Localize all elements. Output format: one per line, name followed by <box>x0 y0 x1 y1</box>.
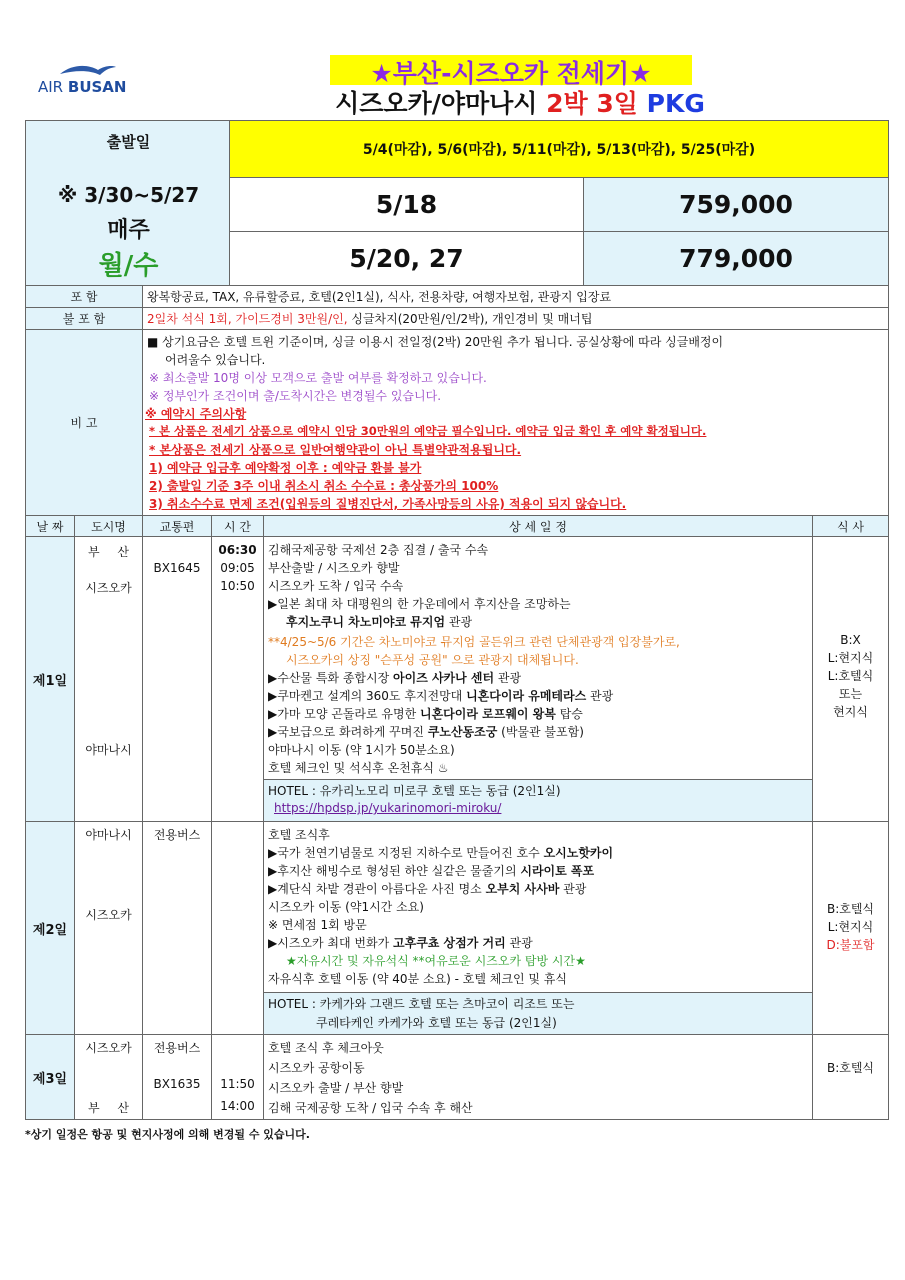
remark-line: ※ 최소출발 10명 이상 모객으로 출발 여부를 확정하고 있습니다. <box>149 371 487 385</box>
header-city: 도시명 <box>74 515 143 537</box>
remark-line: 1) 예약금 입금후 예약확정 이후 : 예약금 환불 불가 <box>149 461 422 475</box>
day2-label-cell <box>25 821 75 1035</box>
remark-line: * 본상품은 전세기 상품으로 일반여행약관이 아닌 특별약관적용됩니다. <box>149 443 522 457</box>
schedule-highlight: 고후쿠쵸 상점가 거리 <box>393 936 506 950</box>
meal: L:호텔식 <box>827 669 874 683</box>
schedule-line: 김해국제공항 국제선 2층 집결 / 출국 수속 <box>268 543 489 557</box>
subtitle-region: 시즈오카/야마나시 <box>335 89 538 118</box>
price-cell-1 <box>583 177 889 232</box>
remark-line: ※ 정부인가 조건이며 출/도착시간은 변경될수 있습니다. <box>149 389 442 403</box>
day2-time-cell <box>211 821 264 1035</box>
departure-left-cell <box>25 120 230 286</box>
excluded-label-cell <box>25 307 143 330</box>
time: 06:30 <box>218 543 257 557</box>
day1-label-cell <box>25 536 75 822</box>
day1-city-cell <box>74 536 143 822</box>
city: 시즈오카 <box>85 1041 132 1055</box>
bird-icon <box>58 62 118 78</box>
day2-schedule-cell: 호텔 조식후 ▶국가 천연기념물로 지정된 지하수로 만들어진 호수 오시노핫카이 ▶후지산 해빙수로 형성된 하얀 실같은 물줄기의 시라이토 폭포 ▶계단식 차밭 경관이 아름다운 사진 명소 오부치 사사바 관광 시즈오카 이동 (약1시간 소요) ※ 면세점 1회 방문 ▶시즈오카 최대 번화가 고후쿠쵸 상점가 거리 관광 ★자유시간 및 자유석식 **여유로운 시즈오카 탐방 시간★ 자유식후 호텔 이동 (약 40분 소요) - 호텔 체크인 및 휴식 HOTEL : 카케가와 그랜드 호텔 또는 츠마코이 리조트 또는 쿠레타케인 카케가와 호텔 또는 동급 (2인1실) <box>263 821 813 1035</box>
schedule-line: 호텔 체크인 및 석식후 온천휴식 ♨ <box>268 761 449 775</box>
schedule-notice: **4/25~5/6 기간은 차노미야코 뮤지엄 골든위크 관련 단체관광객 입장불가로, <box>268 635 680 649</box>
schedule-highlight: 니혼다이라 로프웨이 왕복 <box>420 707 556 721</box>
closed-dates-cell <box>229 120 889 178</box>
day1-transport-cell <box>142 536 212 822</box>
departure-weekly: 매주 <box>107 218 150 243</box>
time: 14:00 <box>220 1099 255 1113</box>
closed-dates: 5/4(마감), 5/6(마감), 5/11(마감), 5/13(마감), 5/25(마감) <box>362 142 756 158</box>
meal: 현지식 <box>833 705 868 719</box>
included-text: 왕복항공료, TAX, 유류할증료, 호텔(2인1실), 식사, 전용차량, 여행자보험, 관광지 입장료 <box>147 290 612 304</box>
meal: L:현지식 <box>827 651 874 665</box>
city: 야마나시 <box>85 828 132 842</box>
price: 779,000 <box>679 244 793 273</box>
schedule-highlight: 후지노쿠니 차노미야코 뮤지엄 <box>286 615 446 629</box>
excluded-text: 싱글차지(20만원/인/2박), 개인경비 및 매너팁 <box>347 312 593 326</box>
header-day: 날 짜 <box>25 515 75 537</box>
page-subtitle <box>280 84 760 120</box>
header-schedule: 상 세 일 정 <box>263 515 813 537</box>
remarks-cell <box>142 329 889 516</box>
meal: L:현지식 <box>827 920 874 934</box>
city: 시즈오카 <box>85 581 132 595</box>
city: 시즈오카 <box>85 908 132 922</box>
time: 11:50 <box>220 1077 255 1091</box>
schedule-line: 부산출발 / 시즈오카 향발 <box>268 561 400 575</box>
subtitle-nights: 2박 3일 <box>546 89 638 118</box>
schedule-line: 시즈오카 이동 (약1시간 소요) <box>268 900 424 914</box>
hotel-info: HOTEL : 카케가와 그랜드 호텔 또는 츠마코이 리조트 또는 <box>268 997 575 1011</box>
schedule-line: 김해 국제공항 도착 / 입국 수속 후 해산 <box>268 1101 473 1115</box>
schedule-line: 호텔 조식 후 체크아웃 <box>268 1041 384 1055</box>
schedule-line: 자유식후 호텔 이동 (약 40분 소요) - 호텔 체크인 및 휴식 <box>268 972 567 986</box>
logo-busan: BUSAN <box>67 78 127 96</box>
city: 야마나시 <box>85 743 132 757</box>
departure-period: ※ 3/30~5/27 <box>57 183 200 207</box>
schedule-highlight: 아이즈 사카나 센터 <box>393 671 495 685</box>
schedule-highlight: 니혼다이라 유메테라스 <box>466 689 587 703</box>
day2-hotel-box <box>264 992 812 1035</box>
schedule-line: 시즈오카 출발 / 부산 향발 <box>268 1081 404 1095</box>
schedule-highlight: 오시노핫카이 <box>543 846 614 860</box>
flight-number: BX1635 <box>153 1077 201 1091</box>
transport: 전용버스 <box>153 1041 201 1055</box>
schedule-notice: 시즈오카의 상징 "슨푸성 공원" 으로 관광지 대체됩니다. <box>286 653 579 667</box>
footnote: *상기 일정은 항공 및 현지사정에 의해 변경될 수 있습니다. <box>25 1128 310 1141</box>
remarks-label-cell <box>25 329 143 516</box>
hotel-info: 쿠레타케인 카케가와 호텔 또는 동급 (2인1실) <box>316 1016 557 1030</box>
remark-line: 2) 출발일 기준 3주 이내 취소시 취소 수수료 : 총상품가의 100% <box>149 479 499 493</box>
day3-schedule-cell <box>263 1034 813 1120</box>
airbusan-logo <box>38 62 128 100</box>
day3-transport-cell <box>142 1034 212 1120</box>
excluded-label: 불 포 함 <box>62 312 106 326</box>
day3-city-cell <box>74 1034 143 1120</box>
logo-air: AIR <box>38 78 64 96</box>
schedule-line: 야마나시 이동 (약 1시가 50분소요) <box>268 743 455 757</box>
day3-meal-cell <box>812 1034 889 1120</box>
schedule-line: 시즈오카 도착 / 입국 수속 <box>268 579 404 593</box>
subtitle-pkg: PKG <box>646 89 705 118</box>
remark-line: ■ 상기요금은 호텔 트윈 기준이며, 싱글 이용시 전일정(2박) 20만원 추가 됩니다. 공실상황에 따라 싱글배정이 <box>147 335 724 349</box>
day2-city-cell <box>74 821 143 1035</box>
page-title: ★부산-시즈오카 전세기★ <box>370 59 652 88</box>
meal: B:호텔식 <box>826 1061 875 1075</box>
schedule-line: 시즈오카 공항이동 <box>268 1061 365 1075</box>
day2-meal-cell <box>812 821 889 1035</box>
day3-label-cell <box>25 1034 75 1120</box>
remark-line: 어려울수 있습니다. <box>165 353 266 367</box>
day3-time-cell <box>211 1034 264 1120</box>
schedule-free-time: ★자유시간 및 자유석식 **여유로운 시즈오카 탐방 시간★ <box>286 954 586 968</box>
excluded-cell <box>142 307 889 330</box>
departure-label: 출발일 <box>106 133 151 151</box>
city: 부 산 <box>88 545 129 559</box>
day-label: 제2일 <box>32 922 68 938</box>
hotel-link[interactable]: https://hpdsp.jp/yukarinomori-miroku/ <box>274 801 502 815</box>
day1-meal-cell <box>812 536 889 822</box>
remark-line: 3) 취소수수료 면제 조건(입원등의 질병진단서, 가족사망등의 사유) 적용이 되지 않습니다. <box>149 497 627 511</box>
transport: 전용버스 <box>153 828 201 842</box>
departure-date: 5/20, 27 <box>349 244 464 273</box>
day-label: 제3일 <box>32 1071 68 1087</box>
schedule-line: ▶일본 최대 차 대평원의 한 가운데에서 후지산을 조망하는 <box>268 597 571 611</box>
header-time: 시 간 <box>211 515 264 537</box>
included-label: 포 함 <box>70 290 98 304</box>
date-cell-1 <box>229 177 584 232</box>
schedule-highlight: 오부치 사사바 <box>485 882 560 896</box>
time: 10:50 <box>220 579 255 593</box>
date-cell-2 <box>229 231 584 286</box>
schedule-highlight: 시라이토 폭포 <box>520 864 595 878</box>
time: 09:05 <box>220 561 255 575</box>
included-cell <box>142 285 889 308</box>
departure-date: 5/18 <box>375 190 438 219</box>
day-label: 제1일 <box>32 673 68 689</box>
included-label-cell <box>25 285 143 308</box>
day1-time-cell <box>211 536 264 822</box>
excluded-red-text: 2일차 석식 1회, 가이드경비 3만원/인, <box>147 312 348 326</box>
remark-line: * 본 상품은 전세기 상품으로 예약시 인당 30만원의 예약금 필수입니다. 예약금 입금 확인 후 예약 확정됩니다. <box>149 424 707 438</box>
remarks-label: 비 고 <box>70 416 98 430</box>
header-transport: 교통편 <box>142 515 212 537</box>
meal: 또는 <box>838 687 863 701</box>
header-meal: 식 사 <box>812 515 889 537</box>
price-cell-2 <box>583 231 889 286</box>
schedule-highlight: 쿠노산동조궁 <box>427 725 498 739</box>
meal: D:불포함 <box>826 938 875 952</box>
city: 부 산 <box>88 1101 129 1115</box>
day2-transport-cell <box>142 821 212 1035</box>
hotel-info: HOTEL : 유카리노모리 미로쿠 호텔 또는 동급 (2인1실) <box>268 784 561 798</box>
flight-number: BX1645 <box>153 561 201 575</box>
meal: B:호텔식 <box>826 902 875 916</box>
remark-line: ※ 예약시 주의사항 <box>145 407 247 421</box>
day1-schedule-cell: 김해국제공항 국제선 2층 집결 / 출국 수속 부산출발 / 시즈오카 향발 시즈오카 도착 / 입국 수속 ▶일본 최대 차 대평원의 한 가운데에서 후지산을 조망하는 후지노쿠니 차노미야코 뮤지엄 관광 **4/25~5/6 기간은 차노미야코 뮤지엄 골든위크 관련 단체관광객 입장불가로, 시즈오카의 상징 "슨푸성 공원" 으로 관광지 대체됩니다. ▶수산물 특화 종합시장 아이즈 사카나 센터 관광 ▶쿠마켄고 설계의 360도 후지전망대 니혼다이라 유메테라스 관광 ▶가마 모양 곤돌라로 유명한 니혼다이라 로프웨이 왕복 탑승 ▶국보급으로 화려하게 꾸며진 쿠노산동조궁 (박물관 불포함) 야마나시 이동 (약 1시가 50분소요) 호텔 체크인 및 석식후 온천휴식 ♨ HOTEL : 유카리노모리 미로쿠 호텔 또는 동급 (2인1실) https://hpdsp.jp/yukarinomori-miroku/ <box>263 536 813 822</box>
day1-hotel-box <box>264 779 812 822</box>
schedule-line: ※ 면세점 1회 방문 <box>268 918 367 932</box>
price: 759,000 <box>679 190 793 219</box>
schedule-line: 호텔 조식후 <box>268 828 330 842</box>
meal: B:X <box>840 633 861 647</box>
departure-days: 월/수 <box>98 251 159 281</box>
